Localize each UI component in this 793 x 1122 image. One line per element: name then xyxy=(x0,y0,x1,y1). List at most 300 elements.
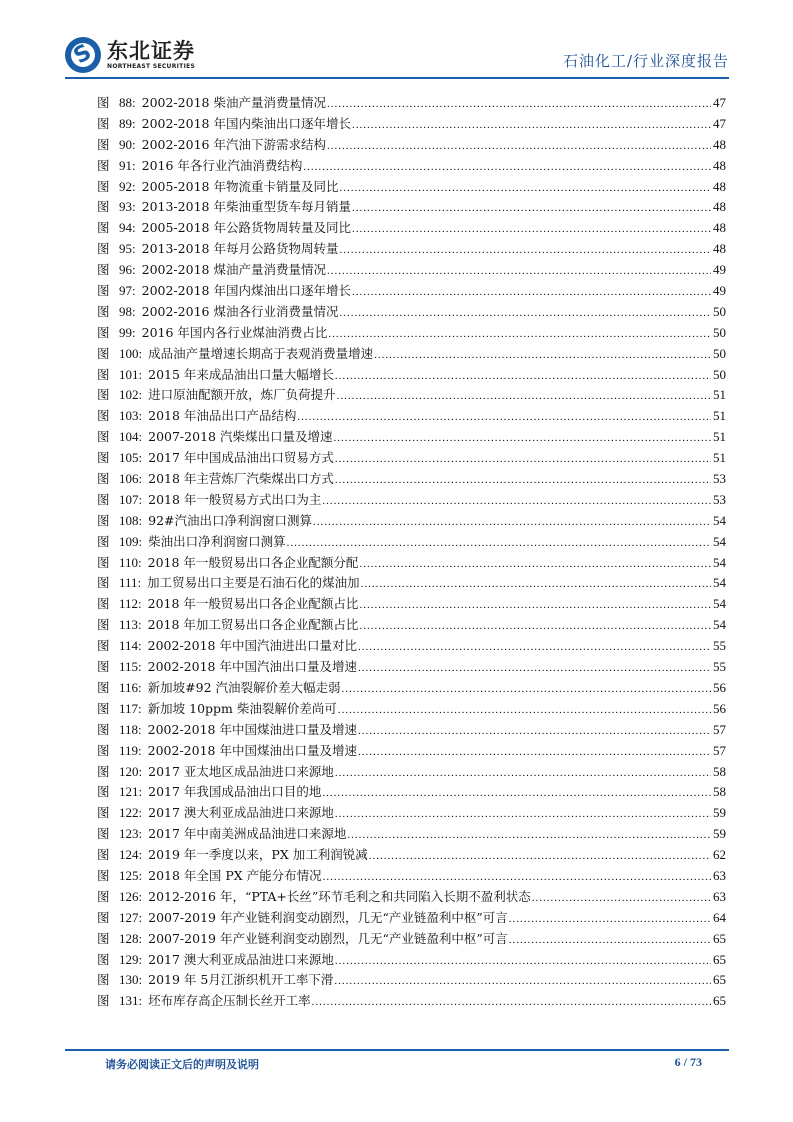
dot-leader xyxy=(287,532,711,554)
page-ref: 65 xyxy=(713,993,726,1009)
figure-title: 2007-2019 年产业链利润变动剧烈，几无“产业链盈利中枢”可言 xyxy=(148,930,508,946)
toc-entry[interactable] xyxy=(97,657,726,678)
figure-title: 2005-2018 年公路货物周转量及同比 xyxy=(141,220,351,236)
toc-entry-label xyxy=(97,385,336,406)
figure-number: 118: xyxy=(119,721,142,737)
page-ref: 49 xyxy=(713,262,726,278)
toc-entry-label xyxy=(97,636,357,657)
dot-leader xyxy=(509,929,711,951)
figure-number: 111: xyxy=(119,575,142,591)
figure-prefix: 图 xyxy=(97,95,110,110)
figure-prefix: 图 xyxy=(97,136,110,152)
figure-index xyxy=(97,93,726,1012)
figure-number: 112: xyxy=(119,596,142,612)
dot-leader xyxy=(335,469,711,491)
toc-entry[interactable] xyxy=(97,866,726,887)
dot-leader xyxy=(339,239,711,261)
figure-title: 加工贸易出口主要是石油石化的煤油加 xyxy=(147,575,360,591)
page-ref: 51 xyxy=(713,408,726,424)
dot-leader xyxy=(374,344,711,366)
page-ref: 65 xyxy=(713,972,726,988)
toc-entry-label xyxy=(97,427,332,448)
dot-leader xyxy=(358,741,711,763)
figure-title: 2017 澳大利亚成品油进口来源地 xyxy=(148,805,334,821)
figure-prefix: 图 xyxy=(97,157,110,173)
toc-entry-label xyxy=(97,448,334,469)
figure-number: 89: xyxy=(119,115,136,131)
figure-number: 101: xyxy=(119,366,143,382)
toc-entry-label xyxy=(97,156,302,177)
toc-entry[interactable] xyxy=(97,615,726,636)
page-ref: 48 xyxy=(713,136,726,152)
toc-entry-label xyxy=(97,887,531,908)
page-ref: 54 xyxy=(713,575,726,591)
figure-title: 2005-2018 年物流重卡销量及同比 xyxy=(141,178,339,194)
figure-prefix: 图 xyxy=(97,178,110,194)
figure-number: 99: xyxy=(119,324,136,340)
figure-number: 88: xyxy=(119,95,136,110)
toc-entry-label xyxy=(97,699,337,720)
toc-entry[interactable] xyxy=(97,553,726,574)
figure-prefix: 图 xyxy=(97,554,110,570)
figure-title: 2016 年国内各行业煤油消费占比 xyxy=(141,324,328,340)
page-ref: 48 xyxy=(713,220,726,236)
page-ref: 50 xyxy=(713,366,726,382)
toc-entry-label xyxy=(97,197,351,218)
toc-entry[interactable] xyxy=(97,762,726,783)
page-ref: 54 xyxy=(713,596,726,612)
figure-prefix: 图 xyxy=(97,408,110,424)
toc-entry-label xyxy=(97,657,357,678)
dot-leader xyxy=(322,490,711,512)
toc-entry-label xyxy=(97,803,334,824)
dot-leader xyxy=(359,594,711,616)
dot-leader xyxy=(358,636,711,658)
page-ref: 57 xyxy=(713,742,726,758)
toc-entry-label xyxy=(97,344,373,365)
figure-title: 2015 年来成品油出口量大幅增长 xyxy=(148,366,334,382)
dot-leader xyxy=(327,93,711,115)
figure-prefix: 图 xyxy=(97,241,110,257)
dot-leader xyxy=(335,950,711,972)
page-ref: 62 xyxy=(713,847,726,863)
figure-prefix: 图 xyxy=(97,387,110,403)
figure-number: 90: xyxy=(119,136,136,152)
dot-leader xyxy=(352,197,711,219)
toc-entry-label xyxy=(97,239,338,260)
figure-prefix: 图 xyxy=(97,575,110,591)
figure-title: 2007-2019 年产业链利润变动剧烈，几无“产业链盈利中枢”可言 xyxy=(148,909,508,925)
figure-number: 115: xyxy=(119,659,142,675)
figure-title: 2018 年油品出口产品结构 xyxy=(148,408,297,424)
figure-title: 2002-2018 年中国煤油进口量及增速 xyxy=(147,721,357,737)
figure-prefix: 图 xyxy=(97,930,110,946)
page-ref: 57 xyxy=(713,721,726,737)
toc-entry[interactable] xyxy=(97,302,726,323)
figure-prefix: 图 xyxy=(97,491,110,507)
figure-prefix: 图 xyxy=(97,283,110,299)
toc-entry[interactable] xyxy=(97,448,726,469)
figure-number: 97: xyxy=(119,283,136,299)
figure-prefix: 图 xyxy=(97,951,110,967)
toc-entry-label xyxy=(97,553,358,574)
toc-entry[interactable] xyxy=(97,594,726,615)
dot-leader xyxy=(313,511,711,533)
dot-leader xyxy=(328,323,711,345)
figure-number: 116: xyxy=(119,679,142,695)
figure-number: 108: xyxy=(119,512,143,528)
figure-title: 2017 年中南美洲成品油进口来源地 xyxy=(148,826,347,842)
figure-number: 130: xyxy=(119,972,143,988)
figure-title: 2002-2016 煤油各行业消费量情况 xyxy=(141,303,339,319)
figure-prefix: 图 xyxy=(97,909,110,925)
dot-leader xyxy=(358,657,711,679)
dot-leader xyxy=(335,803,711,825)
toc-entry[interactable] xyxy=(97,281,726,302)
figure-title: 2013-2018 年柴油重型货车每月销量 xyxy=(141,199,351,215)
figure-number: 91: xyxy=(119,157,136,173)
logo-name-cn: 东北证券 xyxy=(107,39,195,63)
figure-number: 104: xyxy=(119,429,143,445)
toc-entry[interactable] xyxy=(97,156,726,177)
figure-title: 92#汽油出口净利润窗口测算 xyxy=(148,512,313,528)
toc-entry-label xyxy=(97,845,368,866)
figure-prefix: 图 xyxy=(97,867,110,883)
figure-prefix: 图 xyxy=(97,679,110,695)
figure-title: 2002-2018 煤油产量消费量情况 xyxy=(141,262,326,278)
figure-prefix: 图 xyxy=(97,972,110,988)
figure-prefix: 图 xyxy=(97,220,110,236)
toc-entry-label xyxy=(97,114,351,135)
toc-entry-label xyxy=(97,741,357,762)
figure-prefix: 图 xyxy=(97,199,110,215)
toc-entry-label xyxy=(97,135,326,156)
figure-prefix: 图 xyxy=(97,847,110,863)
figure-prefix: 图 xyxy=(97,115,110,131)
toc-entry[interactable] xyxy=(97,490,726,511)
figure-title: 2017 年中国成品油出口贸易方式 xyxy=(148,450,334,466)
page-ref: 54 xyxy=(713,533,726,549)
toc-entry[interactable] xyxy=(97,991,726,1012)
figure-number: 119: xyxy=(119,742,142,758)
figure-prefix: 图 xyxy=(97,345,110,361)
figure-number: 95: xyxy=(119,241,136,257)
dot-leader xyxy=(303,156,711,178)
figure-number: 110: xyxy=(119,554,142,570)
figure-title: 2017 亚太地区成品油进口来源地 xyxy=(148,763,334,779)
figure-number: 93: xyxy=(119,199,136,215)
figure-number: 113: xyxy=(119,617,142,633)
figure-prefix: 图 xyxy=(97,805,110,821)
figure-title: 2018 年一般贸易出口各企业配额分配 xyxy=(147,554,359,570)
toc-entry[interactable] xyxy=(97,908,726,929)
figure-title: 2002-2018 年国内煤油出口逐年增长 xyxy=(141,283,351,299)
figure-title: 2019 年一季度以来，PX 加工利润锐减 xyxy=(148,847,368,863)
toc-entry[interactable] xyxy=(97,406,726,427)
figure-prefix: 图 xyxy=(97,596,110,612)
figure-title: 新加坡#92 汽油裂解价差大幅走弱 xyxy=(147,679,341,695)
page-header xyxy=(65,36,729,76)
toc-entry-label xyxy=(97,615,358,636)
toc-entry-label xyxy=(97,365,334,386)
page-ref: 51 xyxy=(713,387,726,403)
figure-title: 2018 年加工贸易出口各企业配额占比 xyxy=(147,617,359,633)
toc-entry[interactable] xyxy=(97,532,726,553)
toc-entry-label xyxy=(97,950,334,971)
figure-prefix: 图 xyxy=(97,659,110,675)
dot-leader xyxy=(339,177,711,199)
footer-disclaimer: 请务必阅读正文后的声明及说明 xyxy=(105,1058,259,1071)
figure-prefix: 图 xyxy=(97,700,110,716)
figure-number: 102: xyxy=(119,387,143,403)
figure-number: 121: xyxy=(119,784,143,800)
figure-number: 128: xyxy=(119,930,143,946)
page-ref: 63 xyxy=(713,888,726,904)
toc-entry[interactable] xyxy=(97,970,726,991)
figure-title: 2002-2018 年中国汽油出口量及增速 xyxy=(147,659,357,675)
toc-entry[interactable] xyxy=(97,511,726,532)
figure-number: 106: xyxy=(119,471,143,487)
page-ref: 53 xyxy=(713,491,726,507)
page-ref: 54 xyxy=(713,512,726,528)
toc-entry[interactable] xyxy=(97,929,726,950)
figure-number: 120: xyxy=(119,763,143,779)
toc-entry[interactable] xyxy=(97,950,726,971)
toc-entry[interactable] xyxy=(97,177,726,198)
figure-prefix: 图 xyxy=(97,262,110,278)
figure-prefix: 图 xyxy=(97,784,110,800)
toc-entry-label xyxy=(97,720,357,741)
toc-entry-label xyxy=(97,532,286,553)
figure-title: 成品油产量增速长期高于表观消费量增速 xyxy=(148,345,374,361)
dot-leader xyxy=(334,970,711,992)
figure-number: 126: xyxy=(119,888,143,904)
toc-entry-label xyxy=(97,93,326,114)
dot-leader xyxy=(359,615,711,637)
toc-entry-label xyxy=(97,323,327,344)
figure-prefix: 图 xyxy=(97,324,110,340)
figure-number: 114: xyxy=(119,638,142,654)
figure-number: 94: xyxy=(119,220,136,236)
toc-entry[interactable] xyxy=(97,427,726,448)
toc-entry[interactable] xyxy=(97,260,726,281)
figure-title: 柴油出口净利润窗口测算 xyxy=(148,533,286,549)
dot-leader xyxy=(322,782,711,804)
figure-prefix: 图 xyxy=(97,429,110,445)
page-ref: 65 xyxy=(713,930,726,946)
toc-entry-label xyxy=(97,866,322,887)
toc-entry-label xyxy=(97,469,334,490)
figure-number: 100: xyxy=(119,345,143,361)
toc-entry-label xyxy=(97,281,351,302)
toc-entry[interactable] xyxy=(97,218,726,239)
toc-entry-label xyxy=(97,573,360,594)
page-ref: 50 xyxy=(713,324,726,340)
figure-number: 105: xyxy=(119,450,143,466)
logo-icon xyxy=(65,37,101,73)
figure-prefix: 图 xyxy=(97,993,110,1009)
dot-leader xyxy=(352,114,711,136)
figure-title: 2002-2018 年中国汽油进出口量对比 xyxy=(147,638,357,654)
figure-number: 92: xyxy=(119,178,136,194)
dot-leader xyxy=(335,448,711,470)
toc-entry[interactable] xyxy=(97,720,726,741)
figure-number: 109: xyxy=(119,533,143,549)
figure-prefix: 图 xyxy=(97,826,110,842)
figure-title: 2012-2016 年，“PTA+长丝”环节毛利之和共同陷入长期不盈利状态 xyxy=(148,888,531,904)
toc-entry-label xyxy=(97,218,351,239)
figure-number: 131: xyxy=(119,993,143,1009)
figure-title: 2002-2016 年汽油下游需求结构 xyxy=(141,136,326,152)
figure-title: 进口原油配额开放，炼厂负荷提升 xyxy=(148,387,336,403)
figure-number: 117: xyxy=(119,700,142,716)
toc-entry[interactable] xyxy=(97,344,726,365)
dot-leader xyxy=(347,824,711,846)
figure-prefix: 图 xyxy=(97,533,110,549)
page-ref: 65 xyxy=(713,951,726,967)
dot-leader xyxy=(333,427,711,449)
page-ref: 53 xyxy=(713,471,726,487)
toc-entry[interactable] xyxy=(97,239,726,260)
toc-entry-label xyxy=(97,490,321,511)
page-ref: 58 xyxy=(713,784,726,800)
figure-title: 2002-2018 年国内柴油出口逐年增长 xyxy=(141,115,351,131)
page-ref: 55 xyxy=(713,638,726,654)
figure-title: 坯布库存高企压制长丝开工率 xyxy=(148,993,311,1009)
figure-number: 129: xyxy=(119,951,143,967)
dot-leader xyxy=(361,573,711,595)
toc-entry[interactable] xyxy=(97,803,726,824)
figure-prefix: 图 xyxy=(97,471,110,487)
toc-entry[interactable] xyxy=(97,197,726,218)
figure-prefix: 图 xyxy=(97,366,110,382)
figure-number: 127: xyxy=(119,909,143,925)
toc-entry[interactable] xyxy=(97,114,726,135)
page-ref: 56 xyxy=(713,679,726,695)
dot-leader xyxy=(339,302,711,324)
page-ref: 64 xyxy=(713,909,726,925)
page-ref: 47 xyxy=(713,95,726,110)
toc-entry[interactable] xyxy=(97,678,726,699)
figure-title: 新加坡 10ppm 柴油裂解价差尚可 xyxy=(147,700,337,716)
figure-title: 2017 年我国成品油出口目的地 xyxy=(148,784,322,800)
toc-entry-label xyxy=(97,302,338,323)
toc-entry[interactable] xyxy=(97,573,726,594)
toc-entry[interactable] xyxy=(97,741,726,762)
figure-title: 2016 年各行业汽油消费结构 xyxy=(141,157,303,173)
dot-leader xyxy=(297,406,711,428)
page-ref: 48 xyxy=(713,178,726,194)
dot-leader xyxy=(369,845,711,867)
figure-title: 2018 年一般贸易出口各企业配额占比 xyxy=(147,596,359,612)
toc-entry[interactable] xyxy=(97,845,726,866)
toc-entry-label xyxy=(97,177,338,198)
dot-leader xyxy=(358,720,711,742)
figure-title: 2002-2018 年中国煤油出口量及增速 xyxy=(147,742,357,758)
dot-leader xyxy=(327,135,711,157)
figure-number: 107: xyxy=(119,491,143,507)
toc-entry[interactable] xyxy=(97,135,726,156)
toc-entry[interactable] xyxy=(97,636,726,657)
toc-entry[interactable] xyxy=(97,469,726,490)
footer-divider xyxy=(65,1049,729,1051)
dot-leader xyxy=(312,991,711,1013)
report-type: 石油化工/行业深度报告 xyxy=(562,52,729,70)
toc-entry[interactable] xyxy=(97,887,726,908)
dot-leader xyxy=(352,281,711,303)
page-ref: 50 xyxy=(713,303,726,319)
toc-entry[interactable] xyxy=(97,385,726,406)
header-divider xyxy=(65,77,729,79)
figure-title: 2018 年全国 PX 产能分布情况 xyxy=(148,867,322,883)
figure-number: 123: xyxy=(119,826,143,842)
page-ref: 54 xyxy=(713,554,726,570)
logo-name-en: NORTHEAST SECURITIES xyxy=(107,63,196,70)
toc-entry-label xyxy=(97,782,321,803)
company-logo xyxy=(65,36,195,74)
figure-title: 2019 年 5月江浙织机开工率下滑 xyxy=(148,972,334,988)
toc-entry[interactable] xyxy=(97,323,726,344)
toc-entry[interactable] xyxy=(97,782,726,803)
page-ref: 59 xyxy=(713,805,726,821)
page-ref: 51 xyxy=(713,450,726,466)
dot-leader xyxy=(359,553,711,575)
toc-entry-label xyxy=(97,406,296,427)
figure-prefix: 图 xyxy=(97,303,110,319)
dot-leader xyxy=(338,699,711,721)
figure-prefix: 图 xyxy=(97,742,110,758)
toc-entry[interactable] xyxy=(97,699,726,720)
dot-leader xyxy=(335,762,711,784)
dot-leader xyxy=(337,385,711,407)
toc-entry-label xyxy=(97,908,508,929)
figure-title: 2002-2018 柴油产量消费量情况 xyxy=(141,95,326,110)
dot-leader xyxy=(327,260,711,282)
dot-leader xyxy=(509,908,711,930)
toc-entry[interactable] xyxy=(97,824,726,845)
figure-prefix: 图 xyxy=(97,888,110,904)
toc-entry-label xyxy=(97,594,358,615)
figure-number: 124: xyxy=(119,847,143,863)
figure-title: 2018 年一般贸易方式出口为主 xyxy=(148,491,322,507)
figure-number: 98: xyxy=(119,303,136,319)
figure-prefix: 图 xyxy=(97,763,110,779)
figure-prefix: 图 xyxy=(97,638,110,654)
page-ref: 47 xyxy=(713,115,726,131)
toc-entry-label xyxy=(97,970,333,991)
page-ref: 56 xyxy=(713,700,726,716)
page-ref: 55 xyxy=(713,659,726,675)
page-ref: 49 xyxy=(713,283,726,299)
page-ref: 54 xyxy=(713,617,726,633)
page-ref: 59 xyxy=(713,826,726,842)
page-ref: 48 xyxy=(713,157,726,173)
figure-prefix: 图 xyxy=(97,721,110,737)
toc-entry[interactable] xyxy=(97,365,726,386)
figure-prefix: 图 xyxy=(97,617,110,633)
dot-leader xyxy=(342,678,712,700)
page-ref: 50 xyxy=(713,345,726,361)
figure-title: 2013-2018 年每月公路货物周转量 xyxy=(141,241,339,257)
page-ref: 51 xyxy=(713,429,726,445)
dot-leader xyxy=(352,218,711,240)
toc-entry-label xyxy=(97,929,508,950)
dot-leader xyxy=(323,866,711,888)
dot-leader xyxy=(532,887,711,909)
page-number: 6 / 73 xyxy=(674,1055,702,1069)
toc-entry-label xyxy=(97,260,326,281)
toc-entry[interactable] xyxy=(97,93,726,114)
